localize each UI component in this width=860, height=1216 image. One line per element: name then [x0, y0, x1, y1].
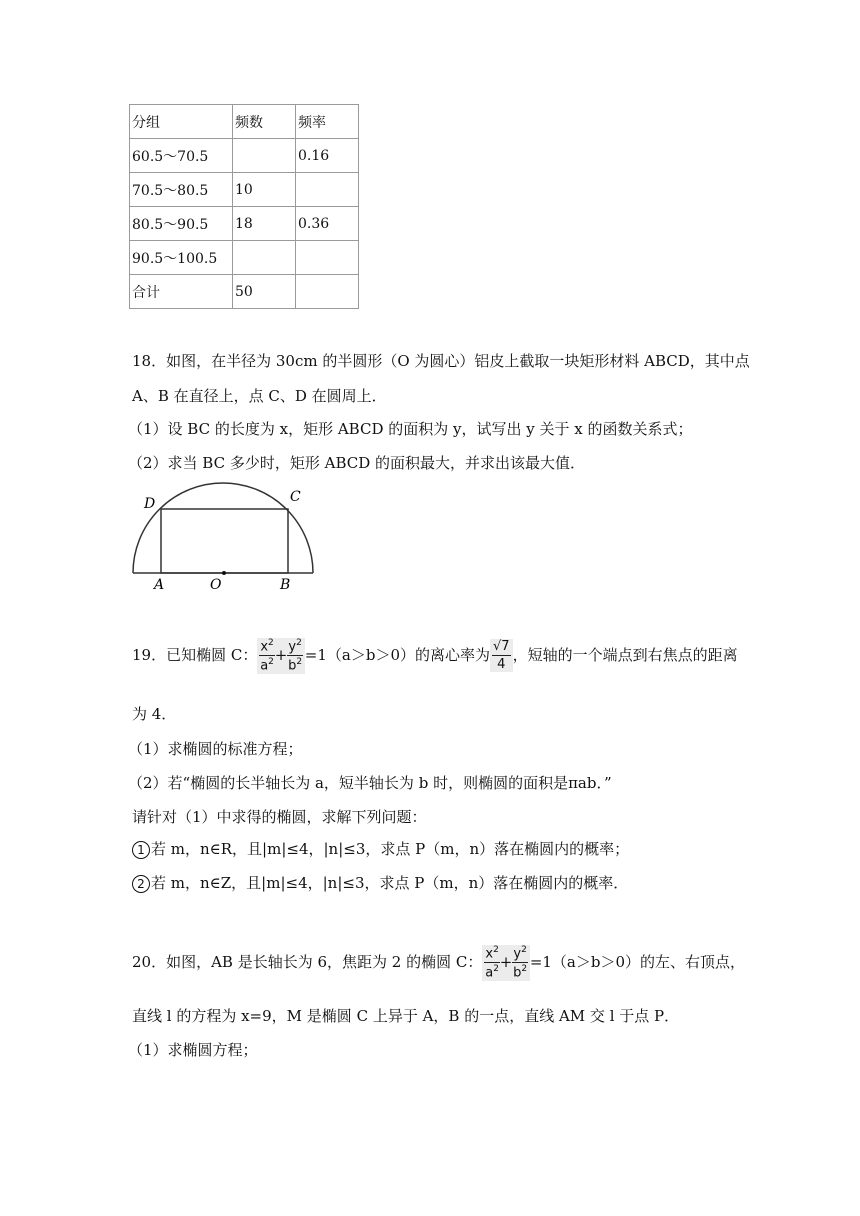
e-num: √7	[493, 639, 510, 655]
table-header-row	[130, 105, 359, 139]
q20-prefix: 20．如图，AB 是长轴长为 6，焦距为 2 的椭圆 C：	[132, 952, 483, 971]
sq: 2	[296, 657, 303, 668]
label-d: D	[144, 496, 156, 512]
q18-part2: （2）求当 BC 多少时，矩形 ABCD 的面积最大，并求出该最大值．	[128, 454, 586, 472]
fx-num: x	[485, 946, 494, 962]
table-cell: 60.5～70.5	[130, 139, 233, 173]
label-c: C	[290, 489, 301, 505]
circled-number-icon: 2	[132, 875, 150, 893]
sq: 2	[296, 638, 302, 648]
fy-den: b	[513, 965, 522, 981]
q19-eq: =1（a＞b＞0）的离心率为	[304, 645, 490, 664]
header-cell: 频数	[233, 105, 296, 139]
sq: 2	[268, 638, 274, 648]
table-cell: 0.36	[296, 207, 359, 241]
table-cell	[296, 241, 359, 275]
circled-number-icon: 1	[132, 841, 150, 859]
table-row	[130, 207, 359, 241]
q19-suffix: ，短轴的一个端点到右焦点的距离	[512, 645, 738, 664]
fraction-y	[512, 946, 527, 980]
fx-den: a	[260, 658, 269, 674]
table-cell	[233, 139, 296, 173]
rectangle-abcd	[161, 509, 288, 573]
q20-suffix: =1（a＞b＞0）的左、右顶点，	[529, 952, 746, 971]
fy-num: y	[513, 946, 522, 962]
q20-line1	[132, 945, 745, 981]
table-row	[130, 241, 359, 275]
label-a: A	[154, 577, 165, 593]
table-cell: 90.5～100.5	[130, 241, 233, 275]
header-cell: 分组	[130, 105, 233, 139]
sq: 2	[493, 945, 499, 955]
q19-sub2	[132, 872, 628, 893]
fx-den: a	[485, 965, 494, 981]
label-b: B	[280, 577, 291, 593]
table-cell: 70.5～80.5	[130, 173, 233, 207]
fraction-x	[484, 946, 499, 980]
table-cell	[296, 173, 359, 207]
table-cell: 合计	[130, 275, 233, 309]
q19-part3: 请针对（1）中求得的椭圆，求解下列问题：	[132, 808, 427, 826]
fx-num: x	[260, 639, 269, 655]
table-cell	[233, 241, 296, 275]
header-cell: 频率	[296, 105, 359, 139]
table-row	[130, 139, 359, 173]
semicircle-figure	[128, 478, 318, 594]
table-cell: 18	[233, 207, 296, 241]
eccentricity-fraction	[490, 639, 513, 672]
q18-line1: 18．如图，在半径为 30cm 的半圆形（O 为圆心）铝皮上截取一块矩形材料 ABCD，其中点	[132, 352, 750, 370]
q18-part1: （1）设 BC 的长度为 x，矩形 ABCD 的面积为 y，试写出 y 关于 x 的函数关系式；	[128, 420, 693, 438]
center-point	[222, 571, 226, 575]
fy-num: y	[288, 639, 297, 655]
table-row	[130, 275, 359, 309]
plus: +	[499, 952, 513, 971]
q19-line1	[132, 638, 738, 674]
sq: 2	[268, 657, 274, 668]
q20-line2: 直线 l 的方程为 x=9，M 是椭圆 C 上异于 A，B 的一点，直线 AM 交 l 于点 P．	[132, 1007, 680, 1025]
frequency-table	[129, 104, 359, 309]
q19-line2: 为 4．	[132, 705, 177, 723]
q18-line2: A、B 在直径上，点 C、D 在圆周上．	[132, 387, 387, 405]
sq: 2	[521, 945, 527, 955]
fraction-y	[287, 639, 302, 673]
plus: +	[274, 645, 288, 664]
q19-sub1	[132, 838, 629, 859]
table-row	[130, 173, 359, 207]
q19-sub2-text: 若 m，n∈Z，且|m|≤4，|n|≤3，求点 P（m，n）落在椭圆内的概率．	[151, 874, 629, 892]
semicircle-arc	[133, 483, 313, 573]
q19-prefix: 19．已知椭圆 C：	[132, 645, 258, 664]
q19-part1: （1）求椭圆的标准方程；	[128, 740, 303, 758]
q19-sub1-text: 若 m，n∈R，且|m|≤4，|n|≤3，求点 P（m，n）落在椭圆内的概率；	[151, 840, 630, 858]
table-cell: 80.5～90.5	[130, 207, 233, 241]
sq: 2	[493, 964, 499, 975]
fy-den: b	[288, 658, 297, 674]
sq: 2	[521, 964, 528, 975]
e-den: 4	[497, 657, 506, 673]
fraction-x	[259, 639, 274, 673]
table-cell: 10	[233, 173, 296, 207]
q19-part2: （2）若“椭圆的长半轴长为 a，短半轴长为 b 时，则椭圆的面积是πab．”	[128, 774, 612, 792]
table-cell: 0.16	[296, 139, 359, 173]
table-cell	[296, 275, 359, 309]
ellipse-equation	[257, 638, 304, 674]
label-o: O	[210, 577, 222, 593]
q20-part1: （1）求椭圆方程；	[128, 1041, 258, 1059]
ellipse-equation	[482, 945, 529, 981]
table-cell: 50	[233, 275, 296, 309]
